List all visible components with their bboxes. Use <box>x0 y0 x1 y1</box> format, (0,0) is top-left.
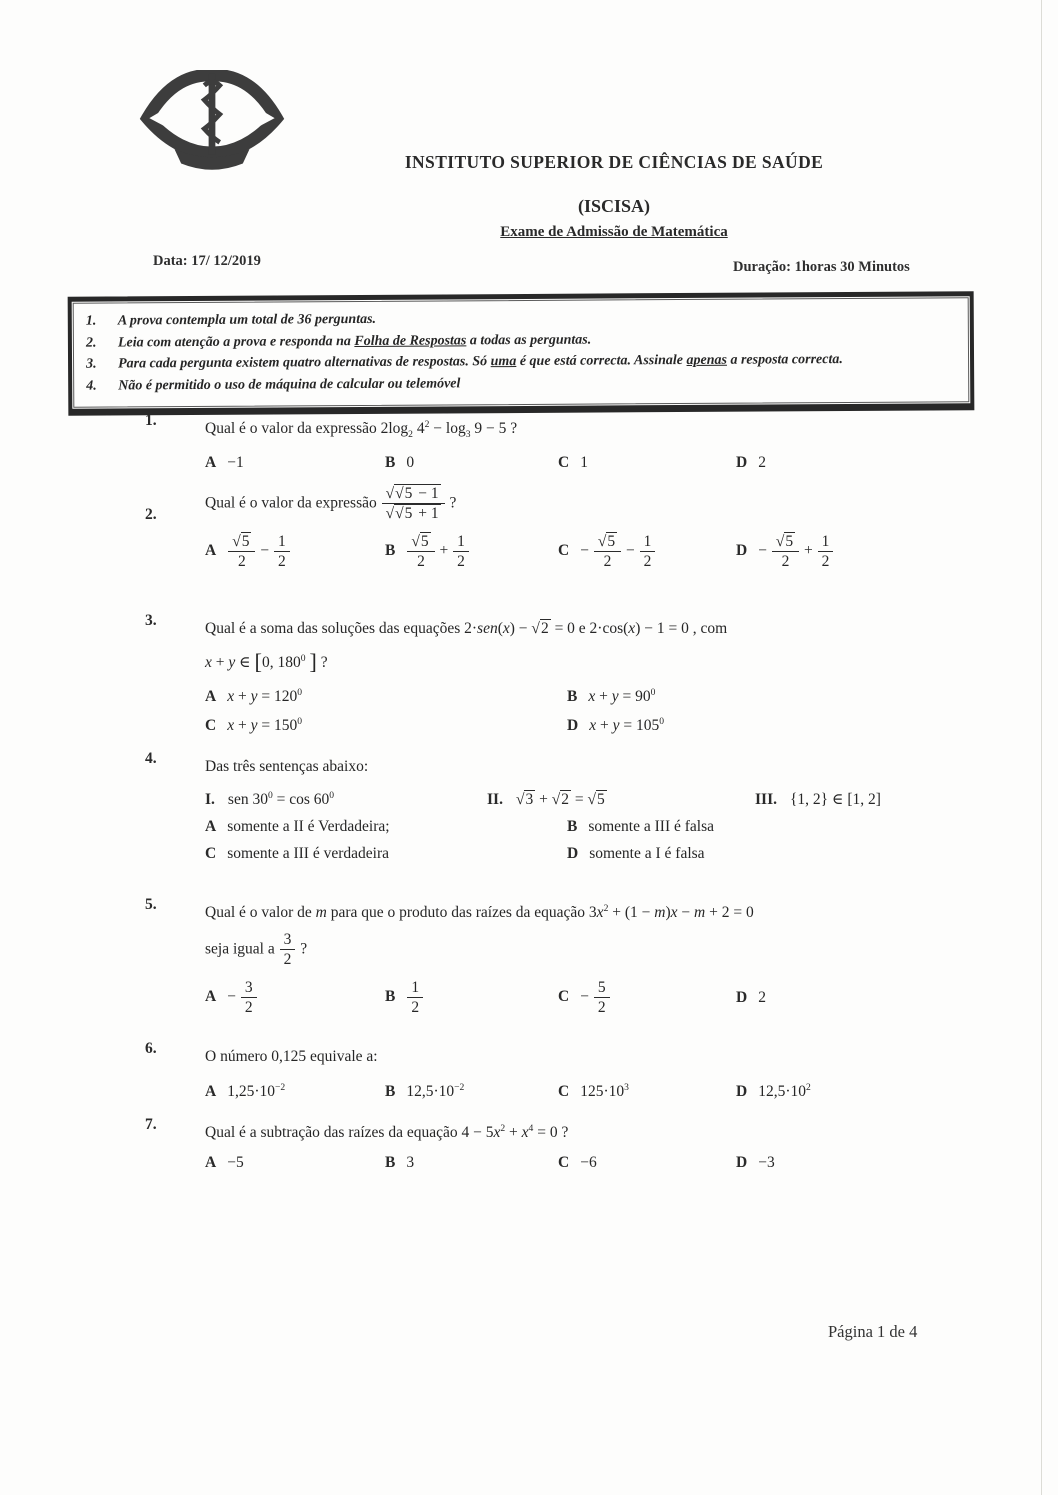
option-label: C <box>205 845 217 863</box>
option-value: $\frac{√5}{2}$ − $\frac{1}{2}$ <box>227 542 291 559</box>
option-label: D <box>736 1083 748 1101</box>
question-number: 5. <box>145 896 157 913</box>
option-label: A <box>205 454 217 472</box>
option-label: C <box>558 1154 570 1172</box>
question-number: 4. <box>145 750 157 767</box>
option-label: A <box>205 688 217 706</box>
statement <box>755 790 966 809</box>
option <box>205 715 567 734</box>
exam-date: Data: 17/ 12/2019 <box>153 253 261 269</box>
option-label: D <box>736 988 748 1006</box>
option-value: $1,25\cdot 10^{-2}$ <box>227 1082 286 1101</box>
option-label: A <box>205 1154 217 1172</box>
question-text: Qual é a subtração das raízes da equação $4 - 5x^2 + x^4 = 0$ ? <box>205 1122 569 1141</box>
option <box>385 1154 558 1172</box>
option <box>205 454 385 472</box>
page-number: Página 1 de 4 <box>828 1322 918 1341</box>
option-label: D <box>736 454 748 472</box>
option <box>558 1082 736 1101</box>
options-grid <box>205 687 966 734</box>
option <box>736 454 966 472</box>
option <box>205 978 385 1018</box>
option-value: $125\cdot 10^3$ <box>580 1082 629 1101</box>
question-number: 1. <box>145 412 157 429</box>
option <box>385 532 558 572</box>
question-number: 2. <box>145 506 157 523</box>
option <box>205 1082 385 1101</box>
option-value: $\frac{1}{2}$ <box>406 988 424 1005</box>
option <box>205 532 385 572</box>
question-text: Qual é o valor da expressão $2\log_2$ $4^2 - \log_3 9 - 5$ ? <box>205 418 518 441</box>
statement <box>205 790 487 809</box>
option-label: B <box>385 1083 396 1101</box>
statement <box>487 791 755 809</box>
question-5 <box>0 896 1058 1018</box>
question-6 <box>0 1040 1058 1101</box>
option-value: 1 <box>580 454 588 472</box>
instructions-list <box>73 297 970 407</box>
option-value: somente a III é falsa <box>588 818 715 836</box>
question-1 <box>0 412 1058 472</box>
instructions-box <box>68 291 975 415</box>
option-label: A <box>205 988 217 1006</box>
exam-duration: Duração: 1horas 30 Minutos <box>733 259 910 275</box>
option-value: somente a II é Verdadeira; <box>227 818 390 836</box>
exam-title: Exame de Admissão de Matemática <box>500 224 728 240</box>
option-label: A <box>205 542 217 560</box>
option-label: C <box>558 454 570 472</box>
option-value: $x + y = 120^0$ <box>227 687 303 706</box>
option <box>205 1154 385 1172</box>
option-value: −6 <box>580 1154 597 1172</box>
option-value: −1 <box>227 454 244 472</box>
options-row <box>205 978 966 1018</box>
statement-label: II. <box>487 790 503 808</box>
option-label: D <box>736 542 748 560</box>
option <box>385 454 558 472</box>
options-row <box>205 532 966 572</box>
options-row <box>205 1082 966 1101</box>
option-value: $\frac{√5}{2}$ + $\frac{1}{2}$ <box>406 542 470 559</box>
instruction-number: 1. <box>85 313 97 329</box>
question-3 <box>0 612 1058 735</box>
option-label: A <box>205 818 217 836</box>
option <box>567 687 966 706</box>
question-number: 6. <box>145 1040 157 1057</box>
option <box>205 818 567 836</box>
option-label: A <box>205 1083 217 1101</box>
option-label: C <box>558 1083 570 1101</box>
instruction-item <box>86 370 954 397</box>
option-label: D <box>736 1154 748 1172</box>
institution-name: INSTITUTO SUPERIOR DE CIÊNCIAS DE SAÚDE <box>404 152 824 172</box>
option-label: B <box>385 1154 396 1172</box>
option-value: $x + y = 150^0$ <box>227 715 303 734</box>
option-label: D <box>567 716 579 734</box>
option-label: D <box>567 845 579 863</box>
option-value: $x + y = 90^0$ <box>588 687 656 706</box>
option <box>558 454 736 472</box>
option-value: somente a I é falsa <box>589 845 705 863</box>
statement-value: sen $30^0 = \cos 60^0$ <box>227 790 335 809</box>
option-value: 0 <box>406 454 415 472</box>
statements-row <box>205 790 966 809</box>
option <box>567 845 966 863</box>
question-text: Das três sentenças abaixo: <box>205 758 369 775</box>
option-value: − $\frac{5}{2}$ <box>580 988 610 1005</box>
option <box>558 978 736 1018</box>
question-text: O número 0,125 equivale a: <box>205 1048 378 1065</box>
option <box>558 1154 736 1172</box>
option <box>385 1082 558 1101</box>
question-2 <box>0 484 1058 572</box>
option-value: 2 <box>758 454 766 472</box>
statement-label: III. <box>755 791 777 809</box>
options-grid <box>205 818 966 863</box>
options-row <box>205 454 966 472</box>
instruction-text: Não é permitido o uso de máquina de calcular ou telemóvel <box>118 376 461 394</box>
option-label: B <box>385 988 396 1006</box>
question-text: Qual é a soma das soluções das equações 2·sen(x) − √2 = 0 e 2·cos(x) − 1 = 0 , com x + y ∈ [0, $180^0$ ] ? <box>205 620 728 674</box>
statement-value: {1, 2} ∈ [1, 2] <box>789 791 881 809</box>
question-text: Qual é o valor da expressão $\frac{√√5 - 1}{√√5 + 1}$ ? <box>205 485 457 523</box>
option-value: −3 <box>758 1154 775 1172</box>
question-number: 3. <box>145 612 157 629</box>
statement-value: √3 + √2 = √5 <box>515 790 605 808</box>
option <box>736 532 966 572</box>
option-value: $12,5\cdot 10^2$ <box>758 1082 811 1101</box>
instruction-text: Leia com atenção a prova e responda na Folha de Respostas a todas as perguntas. <box>117 332 592 351</box>
question-4 <box>0 750 1058 863</box>
question-7 <box>0 1116 1058 1172</box>
option <box>385 978 558 1018</box>
question-number: 7. <box>145 1116 157 1133</box>
option <box>567 818 966 836</box>
option-label: B <box>385 454 396 472</box>
option <box>736 989 966 1007</box>
option-label: C <box>205 716 217 734</box>
option <box>736 1154 966 1172</box>
instruction-number: 2. <box>85 335 97 351</box>
statement-label: I. <box>205 791 215 809</box>
option <box>205 687 567 706</box>
option-value: $12,5\cdot 10^{-2}$ <box>406 1082 465 1101</box>
option-label: B <box>385 542 396 560</box>
institution-acronym: (ISCISA) <box>577 196 651 216</box>
option-value: − $\frac{√5}{2}$ − $\frac{1}{2}$ <box>580 542 656 559</box>
instruction-text: A prova contempla um total de 36 perguntas. <box>117 311 377 329</box>
option-value: −5 <box>227 1154 244 1172</box>
option-value: − $\frac{√5}{2}$ + $\frac{1}{2}$ <box>758 542 834 559</box>
option-label: C <box>558 988 570 1006</box>
option <box>567 715 966 734</box>
option-label: B <box>567 818 578 836</box>
option-value: somente a III é verdadeira <box>227 845 389 863</box>
instruction-text: Para cada pergunta existem quatro alternativas de respostas. Só uma é que está correcta. Assinale apenas a resposta correcta. <box>118 352 843 372</box>
options-row <box>205 1154 966 1172</box>
option <box>558 532 736 572</box>
instruction-number: 3. <box>86 356 97 373</box>
instruction-number: 4. <box>86 378 97 394</box>
option <box>205 845 567 863</box>
option-value: 3 <box>406 1154 415 1172</box>
option-value: 2 <box>758 988 766 1006</box>
option-value: − $\frac{3}{2}$ <box>227 988 257 1005</box>
question-text: Qual é o valor de m para que o produto das raízes da equação $3x^2 + (1 - m)x - m + 2 = 0$ seja igual a $\frac{3}{2}$ ? <box>205 902 754 969</box>
option <box>736 1082 966 1101</box>
option-value: $x + y = 105^0$ <box>589 715 665 734</box>
option-label: C <box>558 542 570 560</box>
option-label: B <box>567 688 578 706</box>
